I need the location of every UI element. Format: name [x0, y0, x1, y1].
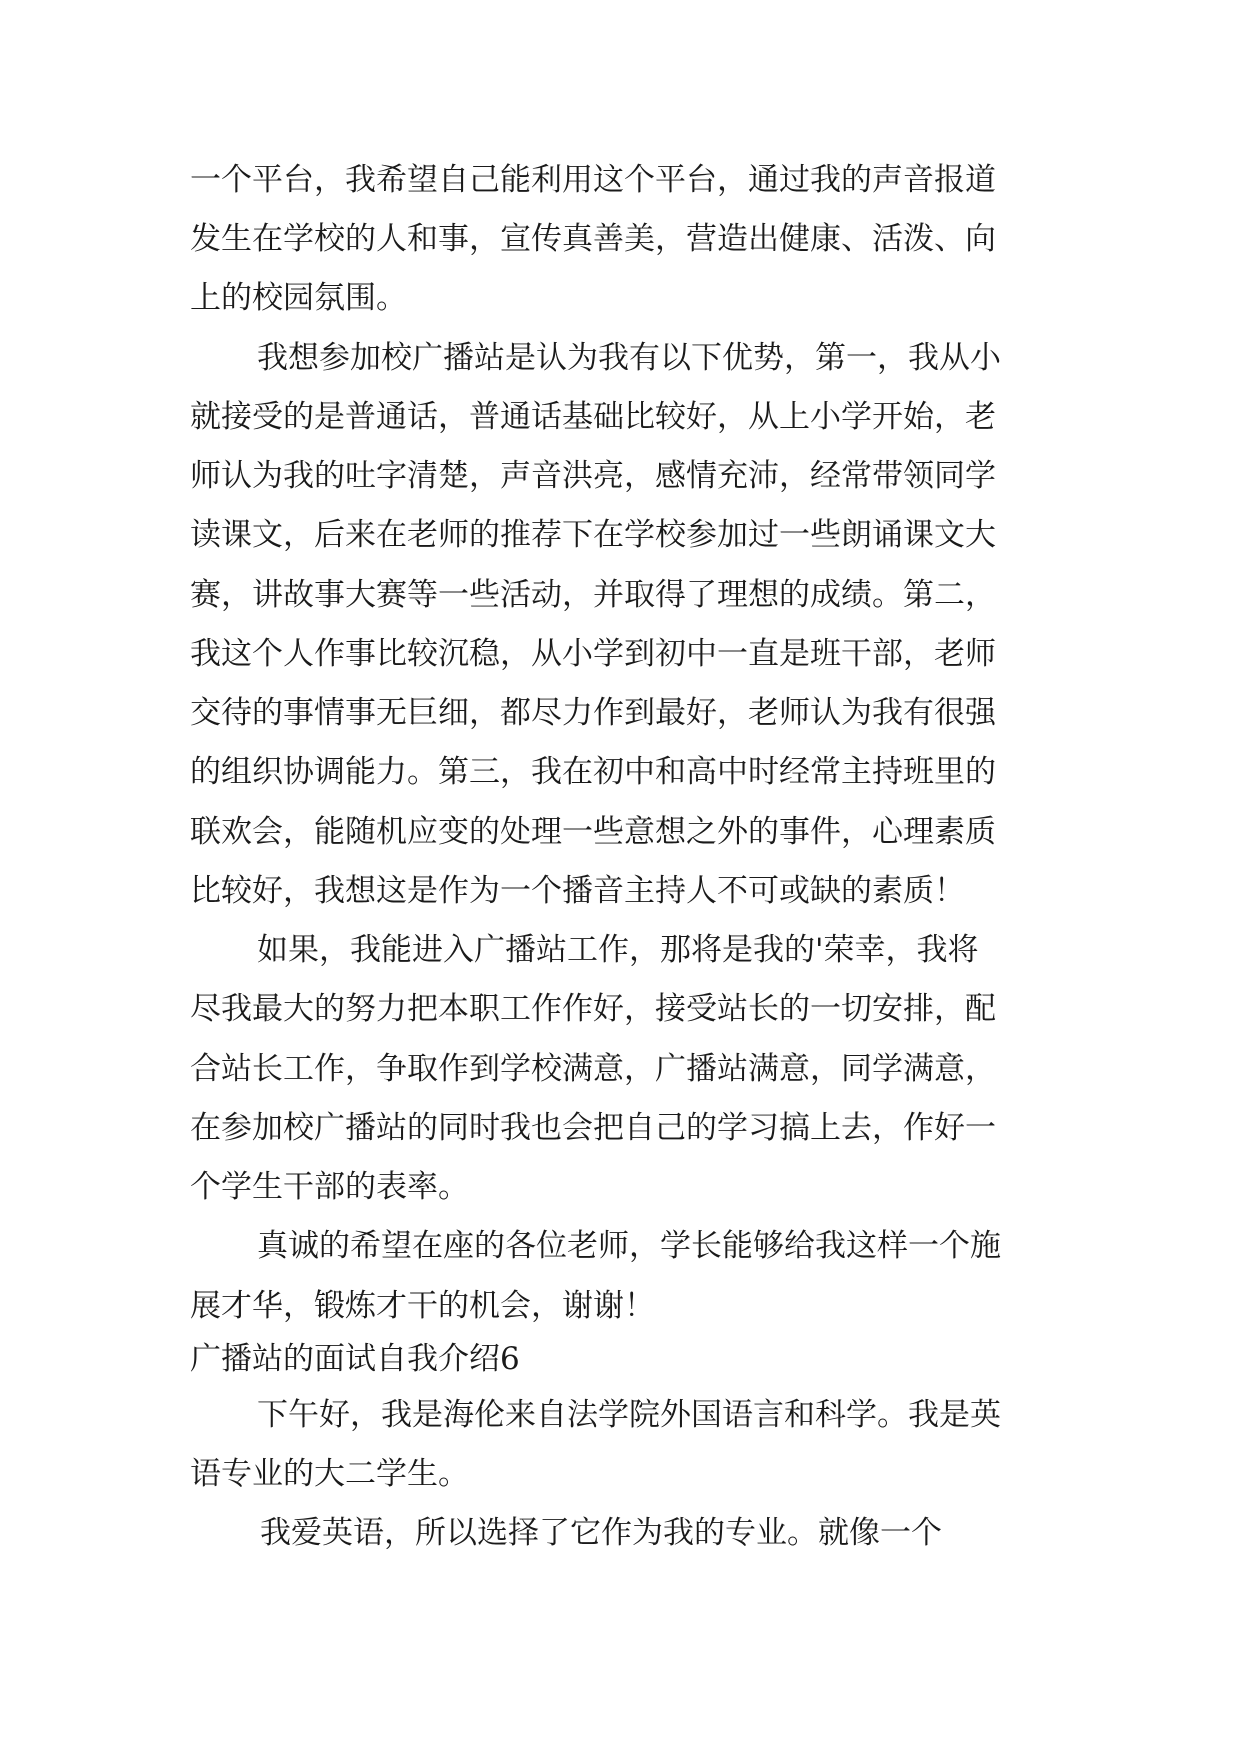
text-line: 下午好，我是海伦来自法学院外国语言和科学。我是英 — [257, 1397, 1001, 1433]
text-line: 就接受的是普通话，普通话基础比较好，从上小学开始，老 — [190, 399, 996, 435]
text-line: 语专业的大二学生。 — [190, 1456, 469, 1492]
text-line: 个学生干部的表率。 — [190, 1169, 469, 1205]
text-line: 尽我最大的努力把本职工作作好，接受站长的一切安排，配 — [190, 991, 996, 1027]
text-line: 读课文，后来在老师的推荐下在学校参加过一些朗诵课文大 — [190, 517, 996, 553]
text-line: 赛，讲故事大赛等一些活动，并取得了理想的成绩。第二， — [190, 577, 996, 613]
text-line: 交待的事情事无巨细，都尽力作到最好，老师认为我有很强 — [190, 695, 996, 731]
text-line: 发生在学校的人和事，宣传真善美，营造出健康、活泼、向 — [190, 221, 996, 257]
section-heading: 广播站的面试自我介绍6 — [190, 1341, 520, 1377]
text-line: 如果，我能进入广播站工作，那将是我的'荣幸，我将 — [257, 932, 979, 968]
text-line: 合站长工作，争取作到学校满意，广播站满意，同学满意， — [190, 1051, 996, 1087]
text-line: 比较好，我想这是作为一个播音主持人不可或缺的素质！ — [190, 873, 965, 909]
text-line: 在参加校广播站的同时我也会把自己的学习搞上去，作好一 — [190, 1110, 996, 1146]
text-line: 展才华，锻炼才干的机会，谢谢！ — [190, 1288, 655, 1324]
text-line: 上的校园氛围。 — [190, 280, 407, 316]
text-line: 真诚的希望在座的各位老师，学长能够给我这样一个施 — [257, 1228, 1001, 1264]
text-line: 我这个人作事比较沉稳，从小学到初中一直是班干部，老师 — [190, 636, 996, 672]
text-line: 师认为我的吐字清楚，声音洪亮，感情充沛，经常带领同学 — [190, 458, 996, 494]
text-line: 联欢会，能随机应变的处理一些意想之外的事件，心理素质 — [190, 814, 996, 850]
text-line: 我爱英语，所以选择了它作为我的专业。就像一个 — [260, 1515, 942, 1551]
text-line: 的组织协调能力。第三，我在初中和高中时经常主持班里的 — [190, 754, 996, 790]
text-line: 我想参加校广播站是认为我有以下优势，第一，我从小 — [257, 340, 1001, 376]
text-line: 一个平台，我希望自己能利用这个平台，通过我的声音报道 — [190, 162, 996, 198]
